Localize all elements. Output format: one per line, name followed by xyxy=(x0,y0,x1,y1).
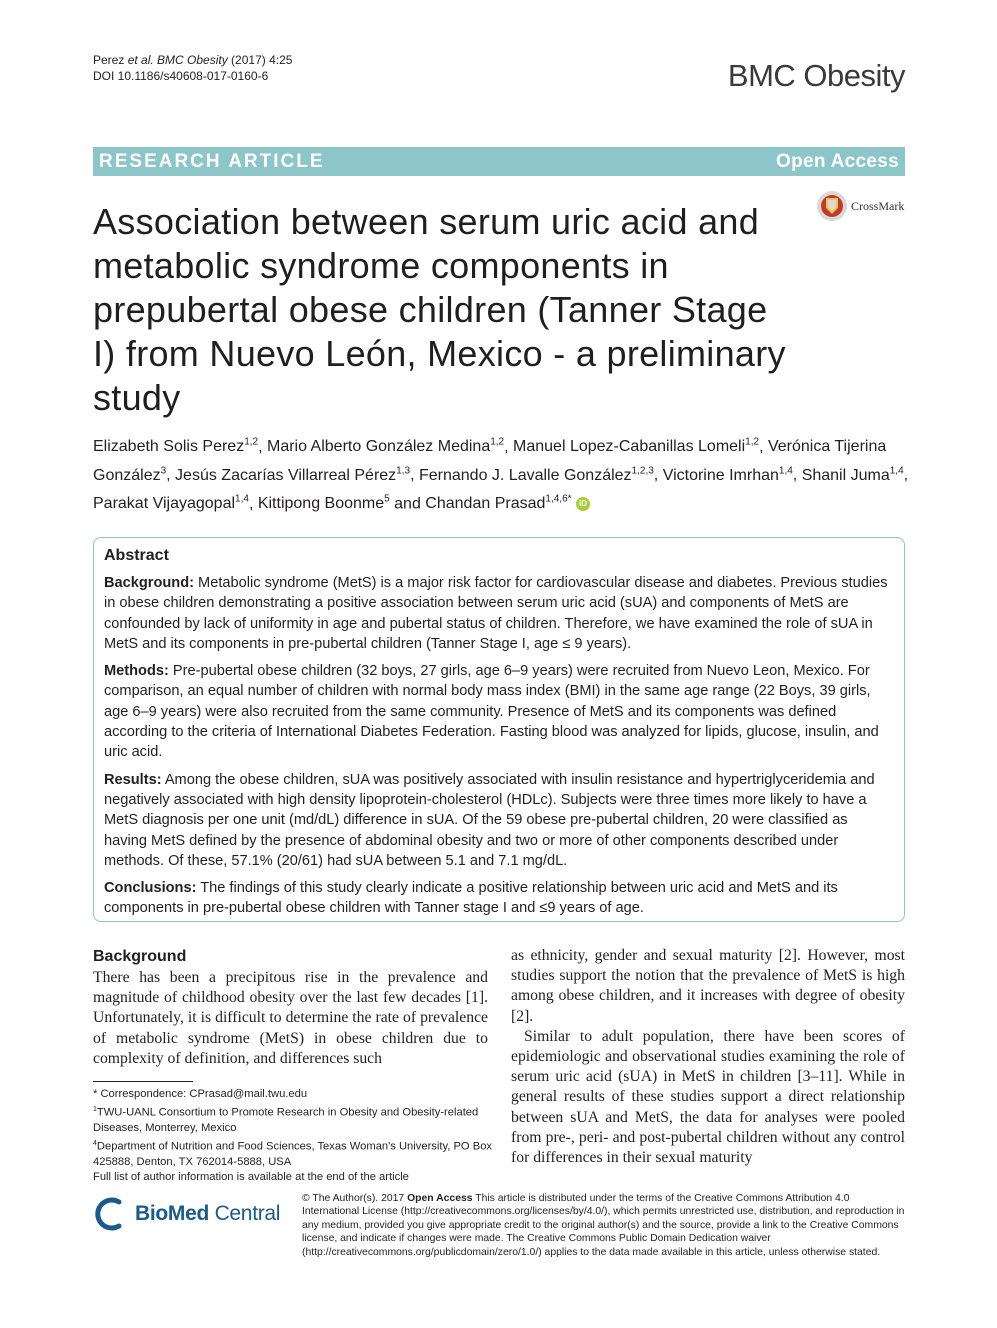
author-name: Shanil Juma$^{1,4}$ xyxy=(801,465,904,484)
biomed-central-logo[interactable] xyxy=(93,1196,280,1232)
license-statement: © The Author(s). 2017 Open Access This article is distributed under the terms of the Creative Commons Attribution 4.0 International License (http://creativecommons.org/licenses/by/4.0/), which permits unrestricted use, distribution, and reproduction in any medium, provided you give appropriate credit to the original author(s) and the source, provide a link to the Creative Commons license, and indicate if changes were made. The Creative Commons Public Domain Dedication waiver (http://creativecommons.org/publicdomain/zero/1.0/) applies to the data made available in this article, unless otherwise stated. xyxy=(302,1193,905,1258)
body-paragraph: as ethnicity, gender and sexual maturity [2]. However, most studies support the notion that the prevalence of MetS is high among obese children, and it increases with degree of obesity [2]. xyxy=(511,947,905,1025)
affiliation-1: $^1$TWU-UANL Consortium to Promote Research in Obesity and Obesity-related Diseases, Monterrey, Mexico xyxy=(93,1106,479,1135)
author-affiliation: 1,4 xyxy=(778,465,793,477)
author-affiliation: 1,3 xyxy=(396,465,411,477)
author-affiliation: 1,4,6* xyxy=(545,493,572,505)
footnotes xyxy=(93,1087,493,1186)
author-name: Jesús Zacarías Villarreal Pérez$^{1,3}$ xyxy=(175,465,411,484)
author-name: Elizabeth Solis Perez$^{1,2}$ xyxy=(93,437,259,456)
correspondence[interactable]: * Correspondence: CPrasad@mail.twu.edu xyxy=(93,1088,308,1100)
abstract-methods: Methods: Pre-pubertal obese children (32 boys, 27 girls, age 6–9 years) were recruited from Nuevo Leon, Mexico. For comparison, an equal number of children with normal body mass index (BMI) in the same age range (22 Boys, 39 girls, age 6–9 years) were also recruited from the same community. Presence of MetS and its components was defined according to the criteria of International Diabetes Federation. Fasting blood was analyzed for lipids, glucose, insulin, and uric acid. xyxy=(104,663,879,761)
abstract-heading: Abstract xyxy=(104,547,169,564)
author-name: Parakat Vijayagopal$^{1,4}$ xyxy=(93,493,249,512)
author-name: Chandan Prasad$^{1,4,6*}$ xyxy=(425,493,572,512)
author-affiliation: 1,4 xyxy=(235,493,249,505)
affiliation-4: $^4$Department of Nutrition and Food Sciences, Texas Woman's University, PO Box 425888, Denton, TX 762014-5888, USA xyxy=(93,1140,493,1169)
section-heading-background: Background xyxy=(93,948,187,965)
full-author-info-note: Full list of author information is available at the end of the article xyxy=(93,1171,409,1184)
author-affiliation: 1,2 xyxy=(244,437,259,448)
orcid-icon[interactable]: iD xyxy=(576,497,590,511)
body-paragraph: Similar to adult population, there have been scores of epidemiologic and observational studies examining the role of serum uric acid (sUA) in MetS in children [3–11]. While in general results of these studies support a direct relationship between sUA and MetS, the data for analyses were pooled from pre-, peri- and post-pubertal children without any control for differences in their sexual maturity xyxy=(511,1027,905,1167)
citation-block xyxy=(93,52,292,84)
author-name: Mario Alberto González Medina$^{1,2}$ xyxy=(266,437,505,456)
author-name: Manuel Lopez-Cabanillas Lomeli$^{1,2}$ xyxy=(513,437,760,456)
abstract-background: Background: Metabolic syndrome (MetS) is a major risk factor for cardiovascular disease and diabetes. Previous studies in obese children demonstrating a positive association between serum uric acid (sUA) and components of MetS are confounded by lack of uniformity in age and pubertal status of children. Therefore, we have examined the role of sUA in MetS and its components in pre-pubertal children (Tanner Stage I, age ≤ 9 years). xyxy=(104,575,888,652)
author-list: Elizabeth Solis Perez$^{1,2}$, Mario Alberto González Medina$^{1,2}$, Manuel Lopez-Cabanillas Lomeli$^{1,2}$, Verónica Tijerina González$^3$, Jesús Zacarías Villarreal Pérez$^{1,3}$, Fernando J. Lavalle González$^{1,2,3}$, Victorine Imrhan$^{1,4}$, Shanil Juma$^{1,4}$, Parakat Vijayagopal$^{1,4}$, Kittipong Boonme$^5$ and Chandan Prasad$^{1,4,6*}$ iD xyxy=(93,437,909,512)
abstract-results: Results: Among the obese children, sUA was positively associated with insulin resistance and hypertriglyceridemia and negatively associated with high density lipoprotein-cholesterol (HDLc). Subjects were three times more likely to have a MetS diagnosis per one unit (md/dL) difference in sUA. Of the 59 obese pre-pubertal children, 20 were classified as having MetS defined by the presence of abdominal obesity and two or more of other components described under methods. Of these, 57.1% (20/61) had sUA between 5.1 and 7.1 mg/dL. xyxy=(104,771,875,869)
author-affiliation: 5 xyxy=(384,493,390,505)
open-access-label: Open Access xyxy=(776,150,899,172)
author-name: Victorine Imrhan$^{1,4}$ xyxy=(662,465,793,484)
abstract-conclusions: Conclusions: The findings of this study clearly indicate a positive relationship between uric acid and MetS and its components in pre-pubertal obese children with Tanner stage I and ≤9 years of age. xyxy=(104,880,838,917)
publisher-name: BioMed Central xyxy=(135,1202,281,1225)
author-name: Kittipong Boonme$^5$ xyxy=(257,493,390,512)
journal-name: BMC Obesity xyxy=(727,58,905,93)
body-column-right xyxy=(511,946,905,1168)
article-type-banner xyxy=(93,147,905,176)
article-type: RESEARCH ARTICLE xyxy=(99,150,325,172)
author-name: Fernando J. Lavalle González$^{1,2,3}$ xyxy=(418,465,654,484)
crossmark-label: CrossMark xyxy=(851,198,905,213)
author-affiliation: 3 xyxy=(160,465,167,477)
author-affiliation: 1,4 xyxy=(889,465,904,477)
body-column-left xyxy=(93,946,488,1069)
author-affiliation: 1,2,3 xyxy=(631,465,654,477)
author-affiliation: 1,2 xyxy=(745,437,760,448)
biomed-central-logo-icon xyxy=(93,1196,129,1232)
crossmark-badge[interactable] xyxy=(816,190,904,222)
author-name: Verónica Tijerina González$^3$ xyxy=(93,438,887,484)
crossmark-icon xyxy=(816,190,848,222)
body-paragraph: There has been a precipitous rise in the prevalence and magnitude of childhood obesity over the last few decades [1]. Unfortunately, it is difficult to determine the rate of prevalence of metabolic syndrome (MetS) in obese children due to complexity of definition, and differences such xyxy=(93,969,488,1067)
author-affiliation: 1,2 xyxy=(490,437,505,448)
doi[interactable]: DOI 10.1186/s40608-017-0160-6 xyxy=(93,69,269,83)
abstract-box xyxy=(93,537,905,922)
footnote-divider xyxy=(93,1081,193,1082)
article-title: Association between serum uric acid and metabolic syndrome components in prepubertal obese children (Tanner Stage I) from Nuevo León, Mexico - a preliminary study xyxy=(93,201,786,418)
citation-line: Perez et al. BMC Obesity (2017) 4:25 xyxy=(93,53,293,67)
